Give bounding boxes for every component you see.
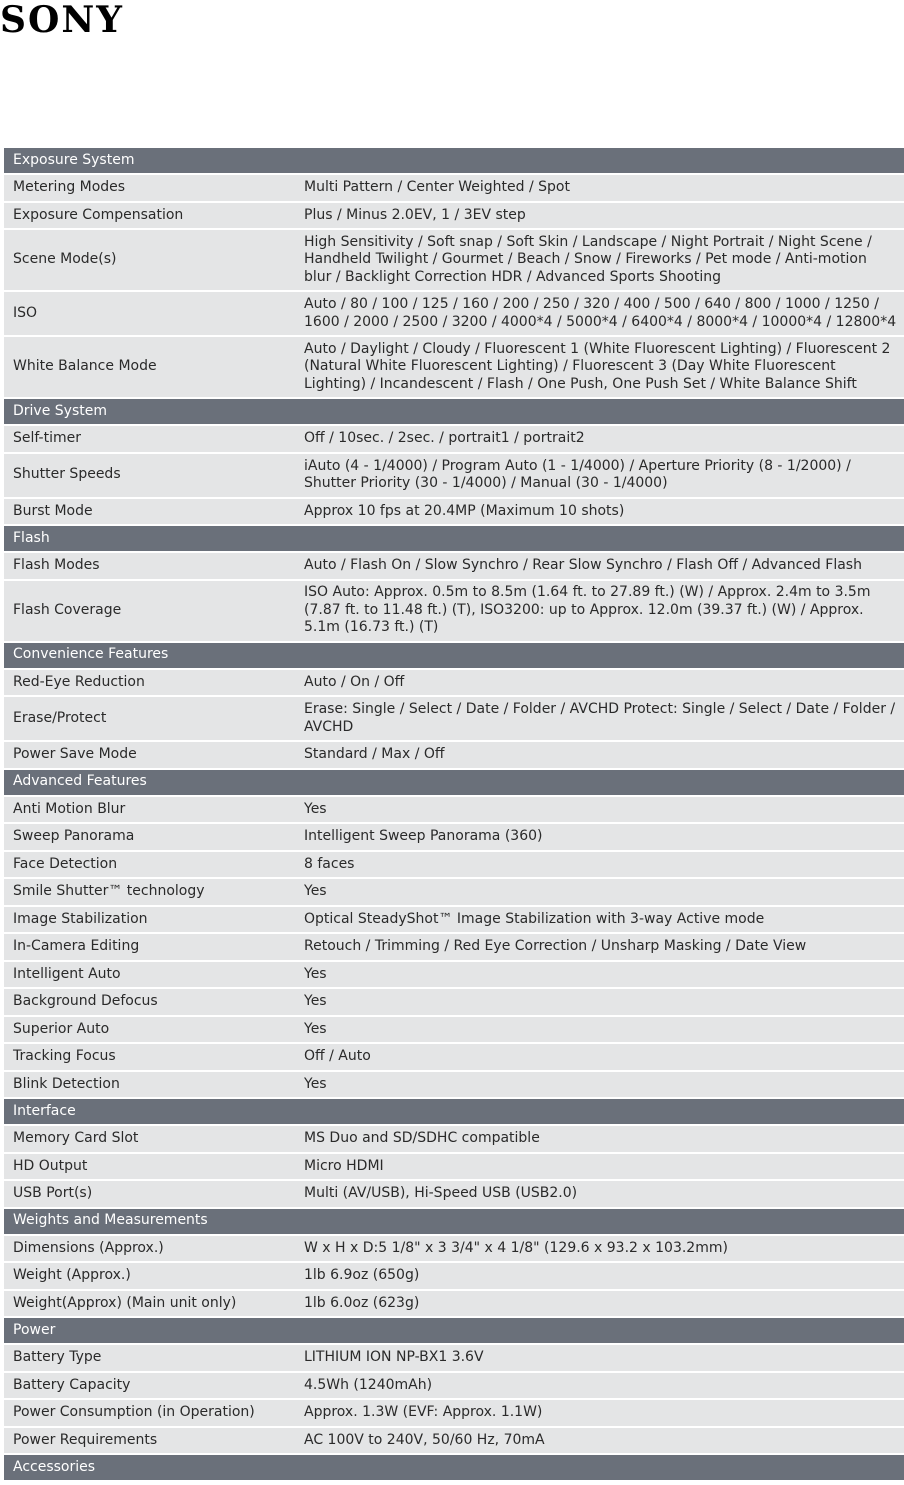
spec-value: High Sensitivity / Soft snap / Soft Skin / Landscape / Night Portrait / Night Scene / Handheld Twilight / Gourmet / Beach / Snow / Fireworks / Pet mode / Anti-motion blur / Backlight Correction HDR / Advanced Sports Shooting: [304, 233, 872, 285]
spec-label: Power Consumption (in Operation): [13, 1404, 255, 1420]
spec-value: Yes: [304, 883, 327, 899]
spec-row: [4, 670, 904, 698]
spec-value: Yes: [304, 1020, 327, 1037]
spec-row: [4, 824, 904, 852]
spec-value: Yes: [304, 800, 327, 817]
spec-value: ISO Auto: Approx. 0.5m to 8.5m (1.64 ft. to 27.89 ft.) (W) / Approx. 2.4m to 3.5m (7.87 ft. to 11.48 ft.) (T), ISO3200: up to Approx. 12.0m (39.37 ft.) (W) / Approx. 5.1m (16.73 ft.) (T): [304, 584, 871, 636]
spec-row: [4, 1400, 904, 1428]
spec-label: Self-timer: [13, 430, 81, 446]
spec-label: Battery Type: [13, 1349, 102, 1365]
spec-row: [4, 1263, 904, 1291]
spec-row: [4, 989, 904, 1017]
section-title: Advanced Features: [13, 773, 147, 790]
spec-value: Approx. 1.3W (EVF: Approx. 1.1W): [304, 1404, 543, 1420]
spec-row: [4, 337, 904, 399]
spec-value: Micro HDMI: [304, 1157, 384, 1174]
spec-label: USB Port(s): [13, 1185, 93, 1201]
spec-value: iAuto (4 - 1/4000) / Program Auto (1 - 1/4000) / Aperture Priority (8 - 1/2000) / Shutter Priority (30 - 1/4000) / Manual (30 - 1/4000): [304, 457, 851, 491]
spec-label: Tracking Focus: [13, 1048, 116, 1064]
spec-label: Face Detection: [13, 855, 118, 872]
spec-row: [4, 962, 904, 990]
spec-row: [4, 454, 904, 499]
spec-value: Multi (AV/USB), Hi-Speed USB (USB2.0): [304, 1185, 578, 1201]
spec-value: 4.5Wh (1240mAh): [304, 1376, 433, 1393]
spec-value: 1lb 6.0oz (623g): [304, 1294, 420, 1311]
spec-label: Flash Coverage: [13, 601, 122, 618]
spec-row: [4, 1345, 904, 1373]
spec-row: [4, 203, 904, 231]
spec-value: Off / Auto: [304, 1048, 371, 1064]
spec-value: Auto / Daylight / Cloudy / Fluorescent 1 (White Fluorescent Lighting) / Fluorescent 2 (Natural White Fluorescent Lighting) / Fluorescent 3 (Day White Fluorescent Lighting) / Incandescent / Flash / One Push, One Push Set / White Balance Shift: [304, 340, 891, 392]
spec-table: [4, 148, 904, 1482]
spec-row: [4, 1181, 904, 1209]
spec-value: MS Duo and SD/SDHC compatible: [304, 1130, 540, 1146]
spec-label: Battery Capacity: [13, 1376, 131, 1393]
spec-row: [4, 879, 904, 907]
spec-row: [4, 426, 904, 454]
spec-label: Exposure Compensation: [13, 206, 184, 223]
spec-row: [4, 292, 904, 337]
spec-label: Power Requirements: [13, 1431, 158, 1448]
spec-value: W x H x D:5 1/8" x 3 3/4" x 4 1/8" (129.6 x 93.2 x 103.2mm): [304, 1239, 728, 1256]
sony-logo: SONY: [0, 0, 124, 41]
section-title: Accessories: [13, 1458, 96, 1475]
spec-label: Smile Shutter™ technology: [13, 883, 205, 899]
spec-label: White Balance Mode: [13, 358, 157, 375]
spec-label: Dimensions (Approx.): [13, 1239, 164, 1256]
spec-label: Memory Card Slot: [13, 1130, 139, 1146]
section-title: Weights and Measurements: [13, 1212, 208, 1229]
section-header: [4, 1318, 904, 1345]
section-title: Exposure System: [13, 151, 135, 168]
spec-label: Power Save Mode: [13, 746, 137, 762]
section-title: Convenience Features: [13, 646, 169, 663]
spec-row: [4, 697, 904, 742]
spec-value: Auto / Flash On / Slow Synchro / Rear Slow Synchro / Flash Off / Advanced Flash: [304, 557, 862, 573]
spec-label: HD Output: [13, 1157, 88, 1174]
spec-label: Weight (Approx.): [13, 1267, 131, 1283]
spec-value: Yes: [304, 965, 327, 982]
spec-row: [4, 742, 904, 770]
spec-row: [4, 797, 904, 825]
spec-row: [4, 1017, 904, 1045]
section-title: Power: [13, 1321, 56, 1338]
spec-value: Yes: [304, 1075, 327, 1092]
section-header: [4, 1455, 904, 1482]
spec-label: Superior Auto: [13, 1020, 110, 1037]
spec-value: Off / 10sec. / 2sec. / portrait1 / portrait2: [304, 430, 585, 446]
spec-label: Background Defocus: [13, 993, 158, 1009]
spec-row: [4, 1072, 904, 1100]
section-header: [4, 1099, 904, 1126]
spec-label: Erase/Protect: [13, 709, 107, 726]
spec-row: [4, 230, 904, 292]
section-header: [4, 1209, 904, 1236]
spec-value: 1lb 6.9oz (650g): [304, 1267, 420, 1283]
spec-value: 8 faces: [304, 855, 355, 872]
spec-value: Yes: [304, 993, 327, 1009]
spec-label: ISO: [13, 304, 38, 321]
section-title: Interface: [13, 1102, 76, 1119]
spec-row: [4, 499, 904, 527]
section-header: [4, 643, 904, 670]
section-title: Drive System: [13, 402, 107, 419]
spec-label: Flash Modes: [13, 557, 100, 573]
spec-row: [4, 1236, 904, 1264]
spec-label: Blink Detection: [13, 1075, 120, 1092]
spec-label: Weight(Approx) (Main unit only): [13, 1294, 237, 1311]
spec-label: Intelligent Auto: [13, 965, 121, 982]
spec-row: [4, 907, 904, 935]
section-title: Flash: [13, 529, 50, 546]
spec-label: Scene Mode(s): [13, 251, 117, 268]
spec-row: [4, 175, 904, 203]
spec-value: Optical SteadyShot™ Image Stabilization with 3-way Active mode: [304, 910, 765, 927]
spec-value: LITHIUM ION NP-BX1 3.6V: [304, 1349, 484, 1365]
spec-row: [4, 553, 904, 581]
spec-value: Auto / On / Off: [304, 673, 405, 690]
spec-row: [4, 1373, 904, 1401]
section-header: [4, 148, 904, 175]
spec-value: Intelligent Sweep Panorama (360): [304, 828, 543, 844]
spec-label: Metering Modes: [13, 179, 126, 195]
section-header: [4, 770, 904, 797]
spec-value: Retouch / Trimming / Red Eye Correction / Unsharp Masking / Date View: [304, 938, 807, 954]
spec-label: Sweep Panorama: [13, 828, 135, 844]
spec-row: [4, 1428, 904, 1456]
spec-value: Auto / 80 / 100 / 125 / 160 / 200 / 250 / 320 / 400 / 500 / 640 / 800 / 1000 / 1250 / 1600 / 2000 / 2500 / 3200 / 4000*4 / 5000*4 / 6400*4 / 8000*4 / 10000*4 / 12800*4: [304, 296, 897, 330]
spec-value: Standard / Max / Off: [304, 746, 445, 762]
spec-row: [4, 934, 904, 962]
spec-value: Approx 10 fps at 20.4MP (Maximum 10 shots): [304, 502, 625, 519]
spec-row: [4, 1044, 904, 1072]
section-header: [4, 399, 904, 426]
spec-row: [4, 581, 904, 643]
spec-row: [4, 1291, 904, 1319]
spec-label: Shutter Speeds: [13, 466, 121, 483]
spec-label: Burst Mode: [13, 502, 93, 519]
spec-value: Plus / Minus 2.0EV, 1 / 3EV step: [304, 206, 526, 223]
spec-label: In-Camera Editing: [13, 938, 140, 954]
spec-label: Anti Motion Blur: [13, 800, 126, 817]
spec-row: [4, 852, 904, 880]
spec-row: [4, 1126, 904, 1154]
spec-label: Image Stabilization: [13, 910, 148, 927]
section-header: [4, 526, 904, 553]
spec-row: [4, 1154, 904, 1182]
spec-value: AC 100V to 240V, 50/60 Hz, 70mA: [304, 1431, 545, 1448]
spec-label: Red-Eye Reduction: [13, 673, 145, 690]
spec-value: Multi Pattern / Center Weighted / Spot: [304, 179, 570, 195]
spec-value: Erase: Single / Select / Date / Folder / AVCHD Protect: Single / Select / Date / Folder / AVCHD: [304, 701, 896, 735]
